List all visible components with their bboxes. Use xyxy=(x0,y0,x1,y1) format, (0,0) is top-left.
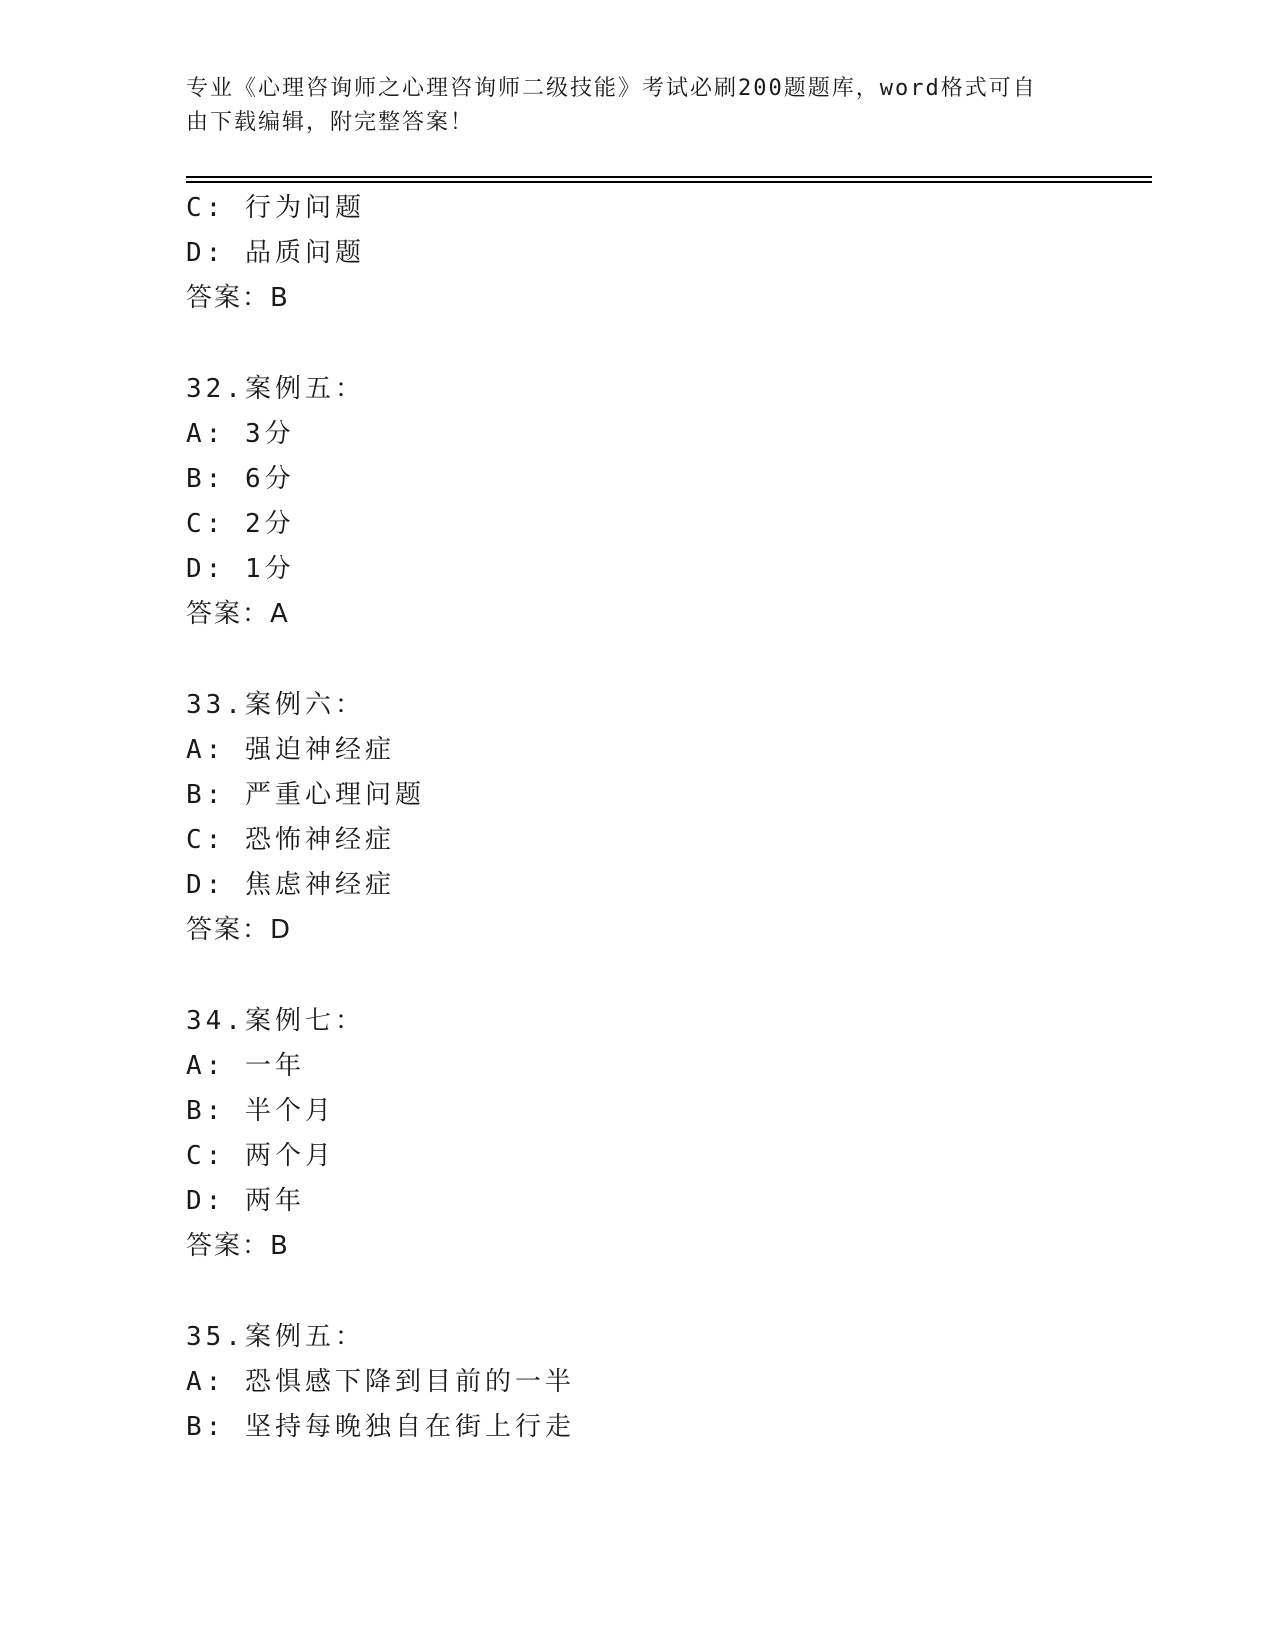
option-line: C: 两个月 xyxy=(186,1141,335,1171)
option-line: D: 两年 xyxy=(186,1186,305,1216)
answer-line: 答案：A xyxy=(186,599,290,629)
option-line: D: 1分 xyxy=(186,554,295,584)
option-line: A: 一年 xyxy=(186,1051,305,1081)
document-header xyxy=(186,72,1066,140)
option-line: C: 行为问题 xyxy=(186,193,365,223)
option-line: B: 严重心理问题 xyxy=(186,780,425,810)
answer-line: 答案：B xyxy=(186,1231,290,1261)
question-title: 32.案例五： xyxy=(186,374,365,404)
option-line: D: 焦虑神经症 xyxy=(186,870,395,900)
option-line: B: 6分 xyxy=(186,464,295,494)
header-line-1: 专业《心理咨询师之心理咨询师二级技能》考试必刷200题题库，word格式可自 xyxy=(186,76,1037,101)
answer-line: 答案：D xyxy=(186,915,293,945)
option-line: B: 坚持每晚独自在街上行走 xyxy=(186,1412,575,1442)
question-title: 34.案例七： xyxy=(186,1006,365,1036)
header-divider-top xyxy=(186,176,1152,178)
option-line: C: 恐怖神经症 xyxy=(186,825,395,855)
option-line: C: 2分 xyxy=(186,509,295,539)
option-line: A: 3分 xyxy=(186,419,295,449)
option-line: B: 半个月 xyxy=(186,1096,335,1126)
question-title: 35.案例五： xyxy=(186,1322,365,1352)
question-title: 33.案例六： xyxy=(186,690,365,720)
option-line: A: 强迫神经症 xyxy=(186,735,395,765)
option-line: D: 品质问题 xyxy=(186,238,365,268)
option-line: A: 恐惧感下降到目前的一半 xyxy=(186,1367,575,1397)
header-line-2: 由下载编辑，附完整答案！ xyxy=(186,110,475,135)
answer-line: 答案：B xyxy=(186,283,290,313)
header-divider-bottom xyxy=(186,181,1152,183)
